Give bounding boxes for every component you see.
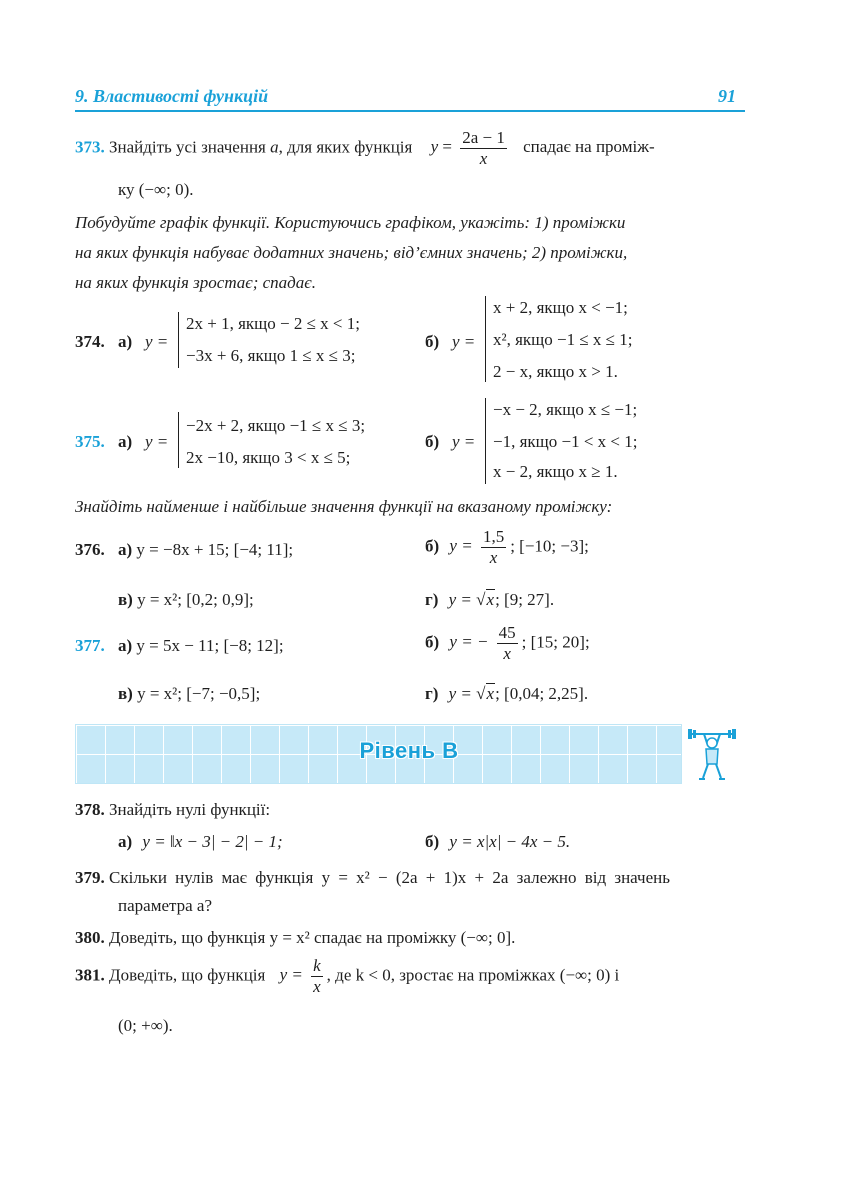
expression: y = x²; [−7; −0,5]; [137,684,261,703]
function-lhs: y = [448,590,472,609]
fraction-denominator: x [479,149,488,168]
problem-number: 374. [75,332,105,351]
problem-380 [75,928,515,948]
problem-text: Скільки нулів має функція y = x² − (2a + 1)x + 2a залежно від значень [109,868,670,887]
expression: y = ‖x − 3| − 2| − 1; [142,832,283,851]
fraction-denominator: x [489,548,498,567]
fraction-numerator: k [313,956,321,975]
part-label: а) [118,832,133,851]
fraction-numerator: 2a − 1 [462,128,505,147]
variable-y: y [430,137,439,157]
problem-text: параметра a? [118,896,213,915]
part-label: в) [118,590,133,609]
sqrt-sign: √ [476,684,486,703]
fraction [460,128,507,169]
part-d [425,590,554,610]
problem-378 [75,800,270,820]
part-label: в) [118,684,133,703]
case-line: x + 2, якщо x < −1; [493,298,628,317]
function-lhs: y = [452,432,476,451]
expression: y = x|x| − 4x − 5. [449,832,571,851]
function-lhs: y = [452,332,476,351]
problem-text: Доведіть, що функція y = x² спадає на проміжку (−∞; 0]. [109,928,516,947]
case-line: −3x + 6, якщо 1 ≤ x ≤ 3; [186,346,356,365]
system-brace [178,412,179,468]
part-a [118,636,284,656]
problem-number: 373. [75,137,105,157]
instruction-line: Знайдіть найменше і найбільше значення функції на вказаному проміжку: [75,497,613,516]
problem-number: 377. [75,636,105,655]
radicand: x [486,684,495,703]
part-c [118,590,254,610]
function-lhs: y = [448,684,472,703]
part-a [118,832,283,852]
part-label: б) [425,432,440,451]
problem-text: Доведіть, що функція [109,965,266,985]
instruction-line: на яких функція набуває додатних значень; від’ємних значень; 2) проміжки, [75,243,628,262]
fraction-denominator: x [503,644,511,663]
expression: y = 5x − 11; [−8; 12]; [136,636,284,655]
fraction-denominator: x [313,977,321,996]
problem-number: 378. [75,800,105,819]
function-lhs: y = [145,332,169,351]
weightlifter-icon [681,724,743,784]
fraction [311,956,323,997]
case-line: 2x + 1, якщо − 2 ≤ x < 1; [186,314,360,333]
problem-number: 381. [75,965,105,985]
problem-381 [75,956,619,997]
part-label: а) [118,540,133,559]
part-b [425,623,590,664]
interval: ; [0,04; 2,25]. [495,684,589,703]
system-brace [485,398,486,484]
expression: y = −8x + 15; [−4; 11]; [136,540,294,559]
problem-text: спадає на проміж- [523,137,655,157]
instruction-line: Побудуйте графік функції. Користуючись графіком, укажіть: 1) проміжки [75,213,626,232]
part-label: г) [425,590,439,609]
part-label: б) [425,536,440,556]
case-line: x², якщо −1 ≤ x ≤ 1; [493,330,633,349]
function-lhs: y = − [449,632,489,652]
fraction-numerator: 1,5 [482,527,505,546]
part-label: б) [425,632,440,652]
interval: ; [−10; −3]; [510,536,589,556]
problem-379 [75,868,670,888]
problem-number: 380. [75,928,105,947]
case-line: −x − 2, якщо x ≤ −1; [493,400,638,419]
level-banner [75,724,743,784]
part-d [425,684,588,704]
part-label: а) [118,636,133,655]
problem-number: 376. [75,540,105,559]
radicand: x [486,590,495,609]
header-rule [75,110,745,112]
problem-373 [75,128,655,169]
system-brace [485,296,486,382]
chapter-title: 9. Властивості функцій [75,86,269,106]
equals-sign: = [442,137,452,157]
part-a [118,540,293,560]
problem-text: (0; +∞). [118,1016,173,1035]
part-label: а) [118,332,133,351]
part-label: б) [425,832,440,851]
expression: y = x²; [0,2; 0,9]; [137,590,254,609]
problem-text: Знайдіть усі значення [109,137,266,157]
part-b [425,832,570,852]
problem-number: 375. [75,432,105,451]
problem-text: , для яких функція [278,137,413,157]
variable-a: a [270,137,279,157]
function-lhs: y = [279,965,303,985]
function-lhs: y = [449,536,473,556]
problem-number: 379. [75,868,105,887]
system-brace [178,312,179,368]
page-number: 91 [718,86,736,106]
part-c [118,684,260,704]
case-line: 2x −10, якщо 3 < x ≤ 5; [186,448,351,467]
case-line: −1, якщо −1 < x < 1; [493,432,638,451]
case-line: 2 − x, якщо x > 1. [493,362,618,381]
level-title: Рівень В [359,738,459,763]
case-line: −2x + 2, якщо −1 ≤ x ≤ 3; [186,416,366,435]
part-label: г) [425,684,439,703]
part-b [425,527,589,568]
instruction-line: на яких функція зростає; спадає. [75,273,316,292]
case-line: x − 2, якщо x ≥ 1. [493,462,618,481]
part-label: б) [425,332,440,351]
function-lhs: y = [145,432,169,451]
part-label: а) [118,432,133,451]
interval: ; [9; 27]. [495,590,555,609]
problem-text: , де k < 0, зростає на проміжках (−∞; 0) і [326,965,620,985]
fraction [497,623,518,664]
interval: ; [15; 20]; [521,632,590,652]
fraction [481,527,506,568]
problem-text: Знайдіть нулі функції: [109,800,271,819]
problem-373-continuation: ку (−∞; 0). [118,180,194,199]
fraction-numerator: 45 [498,623,516,642]
sqrt-sign: √ [476,590,486,609]
